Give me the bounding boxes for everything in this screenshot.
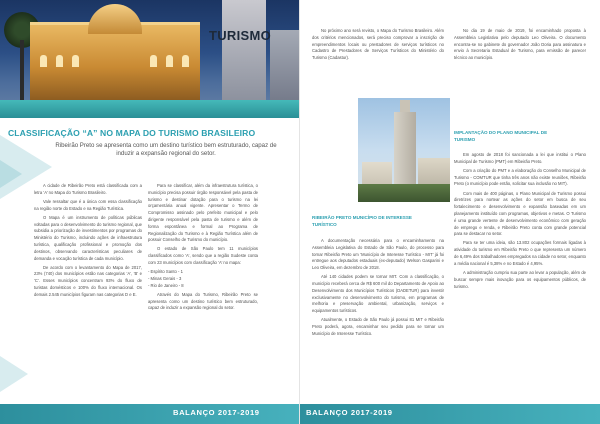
paragraph: Através do Mapa do Turismo, Ribeirão Preto se apresenta como um destino turístico bem estruturado, capaz de induzir a expansão regional do setor. <box>148 291 258 311</box>
intro-text: Ribeirão Preto se apresenta como um destino turístico bem estruturado, capaz de induzir a expansão regional do setor. <box>55 142 277 158</box>
window <box>150 55 157 67</box>
paragraph: Para se ter uma ideia, são 13.802 ocupações formais ligadas à atividade do turismo em Ribeirão Preto o que representa um número de 6,49% dos trabalhadores empregados na cidade no setor, enquanto a média nacional é 5,38% e no Estado é 4,95%. <box>454 240 587 266</box>
paragraph: A documentação necessária para o encaminhamento na Assembleia Legislativa do Estado de São Paulo, do processo para tornar Ribeirão Preto um ‘Município de Interesse Turístico - MIT’ já foi entregue aos deputados estaduais (ex-deputado) Welson Gasparini e Leo Oliveira, em dezembro de 2018. <box>312 238 444 271</box>
paragraph: No próximo ano será revisto, o Mapa do Turismo Brasileiro. Além dos critérios mencionados, será preciso comprovar a inscrição de empreendimentos locais ou prestadores de serviços turísticos no Cadastro de Prestadores de Serviços Turísticos do Ministério do Turismo (Cadastur). <box>312 28 444 61</box>
window <box>72 55 79 67</box>
right-column-2 <box>312 238 444 388</box>
paragraph: No dia 19 de maio de 2019, foi encaminhado proposta à Assembleia Legislativa pelo deputado Leo Oliveira. O documento encontra-se no gabinete do governador João Doria para assinatura e envio à Secretaria Estadual de Turismo, para emissão de parecer técnico ao município. <box>454 28 586 61</box>
building-dome <box>88 4 142 34</box>
paragraph: O estado de São Paulo tem 11 municípios classificados como ‘A’, sendo que a região Sudeste conta com 23 municípios com classificação ‘A’ no mapa: <box>148 246 258 266</box>
paragraph: Para se classificar, além da infraestrutura turística, o município precisa possuir órgão responsável pela pasta de turismo e destinar dotação para o turismo na lei orçamentária anual vigente. Apresentar o Termo de Compromisso assinado pelo prefeito municipal e pelo dirigente responsável pela pasta de turismo e além de forma espontânea e formal ao Programa de Regionalização do Turismo e à Região Turística além de possuir Conselho de Turismo do município. <box>148 183 258 243</box>
window <box>56 55 63 67</box>
window <box>182 55 189 67</box>
footer-label: BALANÇO 2017-2019 <box>306 408 393 417</box>
right-column-4 <box>454 152 586 377</box>
left-column-1 <box>34 183 142 389</box>
subheading-mit: RIBEIRÃO PRETO MUNICÍPIO DE INTERESSE TURÍSTICO <box>312 215 412 227</box>
paragraph: Com mais de 400 páginas, o Plano Municipal de Turismo possui diretrizes para nortear as ações do setor em busca de seu fortalecimento e desenvolvimento e expansão baseadas em um planejamento instituído com programas, objetivos e metas. O Turismo é uma grande vertente de desenvolvimento econômico com geração de emprego e renda, e Ribeirão Preto conta com grande potencial para se destacar no setor. <box>454 190 586 237</box>
footer-bar <box>0 404 300 424</box>
list-item: - Espírito Santo - 1 <box>148 269 183 275</box>
paragraph: Atualmente, o Estado de São Paulo já possui 81 MIT e Ribeirão Preto poderá, agora, encaminhar seu pedido para se tornar um Município de Interesse Turístico. <box>312 317 444 336</box>
right-column-3 <box>454 28 586 108</box>
hero-photo <box>0 0 300 118</box>
footer-label: BALANÇO 2017-2019 <box>173 408 260 417</box>
left-column-2 <box>148 183 258 389</box>
list-item: - Minas Gerais - 3 <box>148 275 182 281</box>
right-page <box>300 0 600 424</box>
paragraph: O Mapa é um instrumento de políticas públicas voltadas para o desenvolvimento do turismo regional, que subsidia a priorização de investimentos por programas do Ministério do Turismo, incluindo ações de infraestrutura turística, qualificação profissional e promoção dos destinos, observando características peculiares de demanda e vocação turística de cada município. <box>34 214 142 261</box>
decorative-triangle <box>0 160 22 188</box>
paragraph: Até 140 cidades podem se tornar MIT. Com a classificação, o município receberá cerca de R$ 600 mil do Departamento de Apoio ao Desenvolvimento dos Municípios Turísticos (DADETUR) para investir exclusivamente no desenvolvimento do turismo, em programas de melhoria e preservação ambiental, urbanização, serviços e equipamentos turísticos. <box>312 274 444 314</box>
paragraph: A cidade de Ribeirão Preto está classificada com a letra ‘A’ no Mapa do Turismo Brasileiro. <box>34 183 142 195</box>
subheading-plan: IMPLANTAÇÃO DO PLANO MUNICIPAL DE TURISMO <box>454 130 548 142</box>
paragraph: Com a criação do PMT e a elaboração do Conselho Municipal de Turismo - COMTUR que tinha três anos não existe reuniões, Ribeirão Preto (o município pode então, solicitar sua inclusão no MIT). <box>454 167 586 187</box>
tower-building <box>222 0 266 105</box>
theatre-building <box>30 22 200 102</box>
window <box>40 55 47 67</box>
list-item: - Rio de Janeiro - 8 <box>148 282 184 288</box>
reflecting-pool <box>0 100 300 118</box>
paragraph: A administração cumpriu sua parte ao levar a população, além de buscar sempre mais inovação para os equipamentos públicos, de turismo. <box>454 269 586 289</box>
paragraph: De acordo com o levantamento do Mapa de 2017, 23% (740) dos municípios estão nas categorias ‘A’, ‘B’ e ‘C’. Esses municípios concentram 93% do fluxo de turistas domésticos e 100% do fluxo internacional. Os demais 2.545 municípios figuram nas categorias D e E. <box>34 264 142 297</box>
trees <box>358 184 450 202</box>
paragraph: Em agosto de 2018 foi sancionada a lei que institui o Plano Municipal de Turismo (PMT) em Ribeirão Preto. <box>454 152 586 164</box>
section-title: TURISMO <box>208 28 272 43</box>
main-heading: CLASSIFICAÇÃO “A” NO MAPA DO TURISMO BRASILEIRO <box>8 128 256 138</box>
paragraph: Vale ressaltar que é a única com essa classificação na região norte do Estado e na Região Turística. <box>34 198 142 211</box>
city-photo <box>358 98 450 202</box>
footer-bar <box>300 404 600 424</box>
window <box>166 55 173 67</box>
decorative-triangle <box>0 356 28 392</box>
